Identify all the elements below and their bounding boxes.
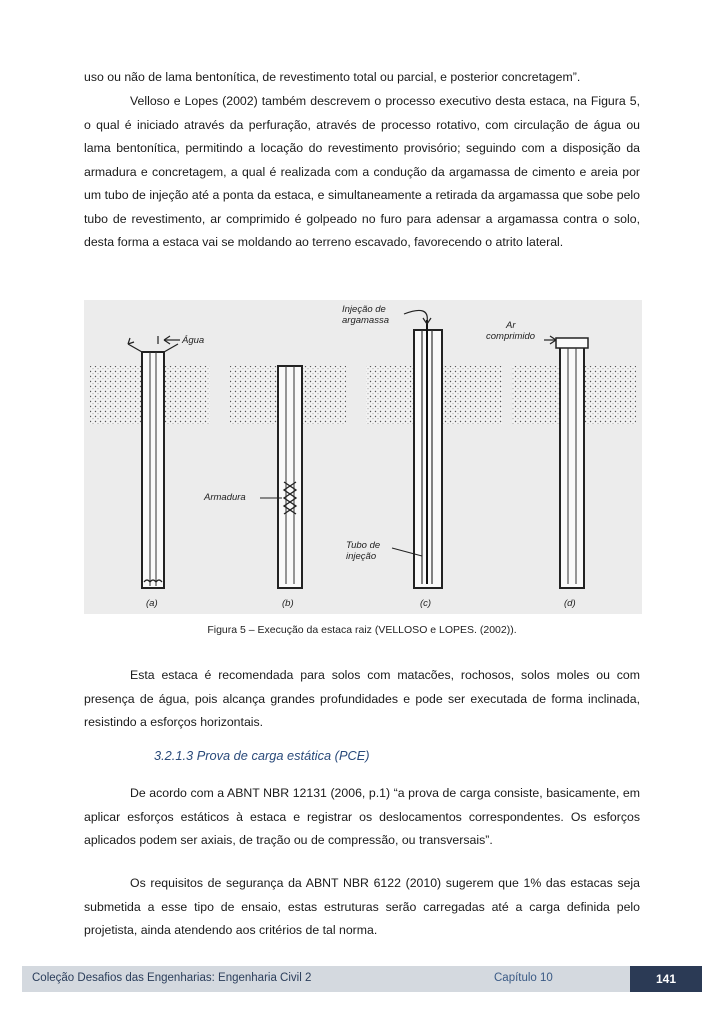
- label-armadura: Armadura: [204, 492, 246, 503]
- label-d: (d): [564, 598, 576, 609]
- figure-illustration: [84, 300, 642, 614]
- label-agua: Água: [182, 335, 205, 346]
- label-tubo-2: injeção: [346, 551, 377, 562]
- label-injecao-1: Injeção de: [342, 304, 386, 315]
- paragraph-6: Os requisitos de segurança da ABNT NBR 6122 (2010) sugerem que 1% das estacas seja submetida a esse tipo de ensaio, estas estruturas serão carregadas até a carga definida pelo projetista, ainda atendendo aos critérios de tal norma.: [84, 876, 640, 937]
- label-tubo-1: Tubo de: [346, 540, 381, 551]
- label-b: (b): [282, 598, 294, 609]
- label-ar-1: Ar: [506, 320, 516, 331]
- paragraph-2: Velloso e Lopes (2002) também descrevem o processo executivo desta estaca, na Figura 5, o qual é iniciado através da perfuração, através de processo rotativo, com circulação de água ou lama bentonítica, permitindo a locação do revestimento provisório; seguindo com a disposição da armadura e concretagem, a qual é realizada com a condução da argamassa de cimento e areia por um tubo de injeção até a ponta da estaca, e simultaneamente a retirada da argamassa que sobe pelo tubo de revestimento, ar comprimido é golpeado no furo para adensar a argamassa contra o solo, desta forma a estaca vai se moldando ao terreno escavado, favorecendo o atrito lateral.: [84, 94, 640, 249]
- paragraph-5: De acordo com a ABNT NBR 12131 (2006, p.1) “a prova de carga consiste, basicamente, em aplicar esforços estáticos à estaca e registrar os deslocamentos correspondentes. Os esforços aplicados podem ser axiais, de tração ou de compressão, ou transversais”.: [84, 786, 640, 847]
- label-a: (a): [146, 598, 158, 609]
- section-heading: 3.2.1.3 Prova de carga estática (PCE): [154, 748, 370, 763]
- figure-caption: Figura 5 – Execução da estaca raiz (VELLOSO e LOPES. (2002)).: [207, 624, 517, 636]
- label-c: (c): [420, 598, 432, 609]
- figure-estaca-raiz: [84, 300, 642, 614]
- paragraph-1: uso ou não de lama bentonítica, de revestimento total ou parcial, e posterior concretagem”.: [84, 70, 581, 84]
- footer-collection: Coleção Desafios das Engenharias: Engenharia Civil 2: [32, 972, 312, 984]
- footer-chapter: Capítulo 10: [494, 972, 553, 984]
- paragraph-3: Esta estaca é recomendada para solos com matacões, rochosos, solos moles ou com presença de água, pois alcança grandes profundidades e pode ser executada de forma inclinada, resistindo a esforços horizontais.: [84, 668, 640, 729]
- footer-page-number: 141: [630, 966, 702, 992]
- page-footer: [22, 966, 702, 992]
- label-injecao-2: argamassa: [342, 315, 389, 326]
- label-ar-2: comprimido: [486, 331, 536, 342]
